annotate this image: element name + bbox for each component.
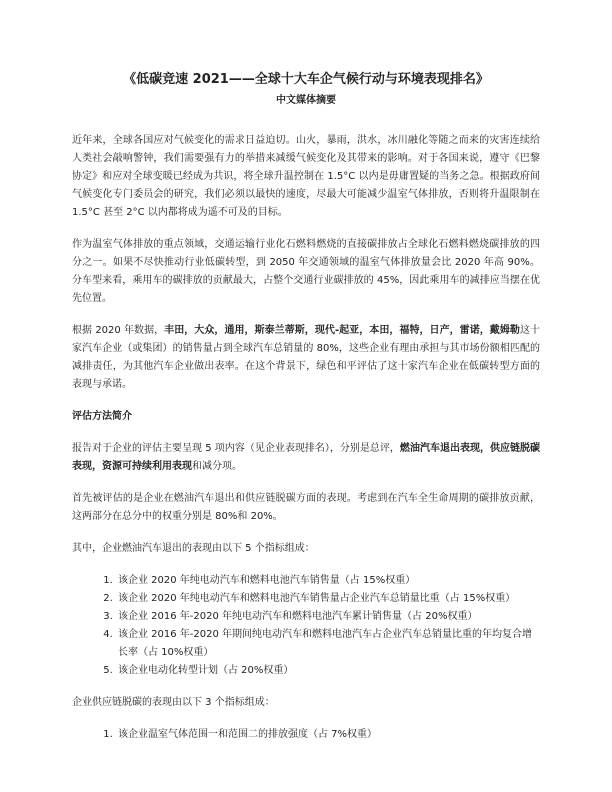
assessment-bold-items: 燃油汽车退出表现，供应链脱碳表现，资源可持续利用表现 (72, 443, 540, 472)
assessment-intro: 报告对于企业的评估主要呈现 5 项内容（见企业表现排名），分别是总评， (72, 443, 400, 454)
intro-paragraph: 近年来，全球各国应对气候变化的需求日益迫切。山火，暴雨，洪水，冰川融化等随之而来的灾害连续给人类社会敲响警钟，我们需要强有力的举措来减缓气候变化及其带来的影响。对于各国来说，遵守《巴黎协定》和应对全球变暖已经成为共识，将全球升温控制在 1.5°C 以内是毋庸置疑的当务之急。根据政府间气候变化专门委员会的研究，我们必须以最快的速度，尽最大可能减少温室气体排放，否则将升温限制在 1.5°C 甚至 2°C 以内都将成为遥不可及的目标。 (72, 135, 540, 218)
document-title: 《低碳竞速 2021——全球十大车企气候行动与环境表现排名》 (123, 72, 489, 87)
companies-intro: 根据 2020 年数据， (72, 325, 165, 336)
exit-indicator-list (72, 572, 540, 680)
assessment-end: 和减分项。 (192, 461, 242, 472)
list-item: 5. 该企业电动化转型计划（占 20%权重） (116, 662, 540, 680)
weight-paragraph: 首先被评估的是企业在燃油汽车退出和供应链脱碳方面的表现。考虑到在汽车全生命周期的碳排放贡献，这两部分在总分中的权重分别是 80%和 20%。 (72, 493, 540, 522)
list-item: 4. 该企业 2016 年-2020 年期间纯电动汽车和燃料电池汽车占企业汽车总销量比重的年均复合增长率（占 10%权重） (116, 626, 540, 662)
document-subtitle: 中文媒体摘要 (276, 95, 336, 106)
list-item: 1. 该企业 2020 年纯电动汽车和燃料电池汽车销售量（占 15%权重） (116, 572, 540, 590)
method-heading: 评估方法简介 (72, 411, 132, 422)
exit-indicators-intro: 其中，企业燃油汽车退出的表现由以下 5 个指标组成： (72, 543, 315, 554)
companies-list: 丰田，大众，通用，斯泰兰蒂斯，现代-起亚，本田，福特，日产，雷诺，戴姆勒 (164, 325, 520, 336)
companies-paragraph (72, 322, 540, 394)
list-item: 2. 该企业 2020 年纯电动汽车和燃料电池汽车销售量占企业汽车总销量比重（占 15%权重） (116, 590, 540, 608)
assessment-paragraph (72, 440, 540, 476)
supply-chain-indicator-list (72, 726, 540, 744)
list-item: 1. 该企业温室气体范围一和范围二的排放强度（占 7%权重） (116, 726, 540, 744)
list-item: 3. 该企业 2016 年-2020 年纯电动汽车和燃料电池汽车累计销售量（占 20%权重） (116, 608, 540, 626)
companies-rest: 这十家汽车企业（或集团）的销售量占到全球汽车总销量的 80%，这些企业有理由承担与其市场份额相匹配的减排责任，为其他汽车企业做出表率。在这个背景下，绿色和平评估了这十家汽车企业在低碳转型方面的表现与承诺。 (72, 325, 540, 390)
transport-paragraph: 作为温室气体排放的重点领域，交通运输行业化石燃料燃烧的直接碳排放占全球化石燃料燃烧碳排放的四分之一。如果不尽快推动行业低碳转型，到 2050 年交通领域的温室气体排放量会比 2020 年高 90%。分车型来看，乘用车的碳排放的贡献最大，占整个交通行业碳排放的 45%，因此乘用车的减排应当摆在优先位置。 (72, 239, 540, 304)
supply-chain-intro: 企业供应链脱碳的表现由以下 3 个指标组成： (72, 697, 275, 708)
